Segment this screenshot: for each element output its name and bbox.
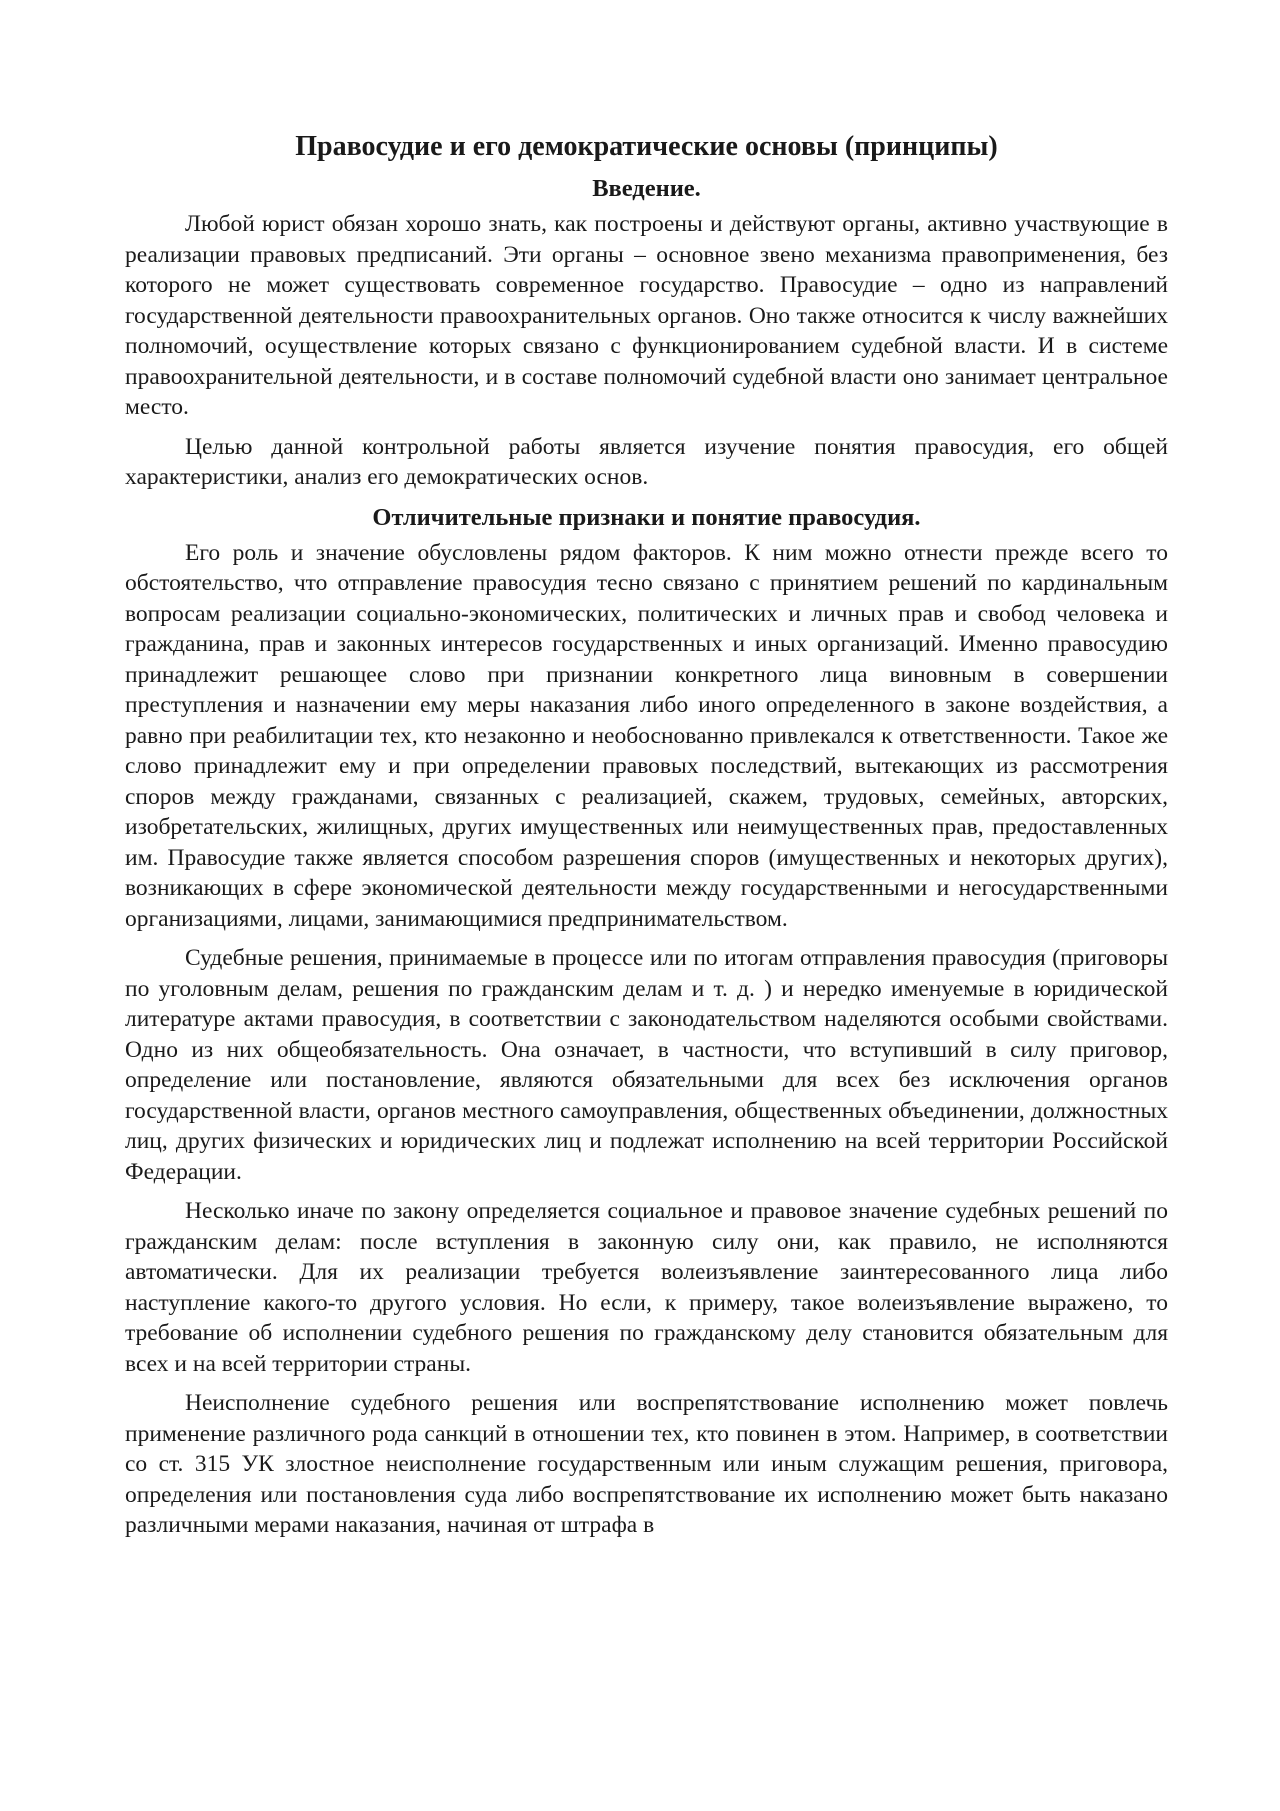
paragraph: Его роль и значение обусловлены рядом факторов. К ним можно отнести прежде всего то обстоятельство, что отправление правосудия тесно связано с принятием решений по кардинальным вопросам реализации социально-экономических, политических и личных прав и свобод человека и гражданина, прав и законных интересов государственных и иных организаций. Именно правосудию принадлежит решающее слово при признании конкретного лица виновным в совершении преступления и назначении ему меры наказания либо иного определенного в законе воздействия, а равно при реабилитации тех, кто незаконно и необоснованно привлекался к ответственности. Такое же слово принадлежит ему и при определении правовых последствий, вытекающих из рассмотрения споров между гражданами, связанных с реализацией, скажем, трудовых, семейных, авторских, изобретательских, жилищных, других имущественных или неимущественных прав, предоставленных им. Правосудие также является способом разрешения споров (имущественных и некоторых других), возникающих в сфере экономической деятельности между государственными и негосударственными организациями, лицами, занимающимися предпринимательством. xyxy=(125,539,1168,932)
document-page xyxy=(125,117,1168,1550)
paragraph: Целью данной контрольной работы является изучение понятия правосудия, его общей характеристики, анализ его демократических основ. xyxy=(125,433,1168,490)
section-distinctive-features xyxy=(125,502,1168,1541)
section-heading: Введение. xyxy=(592,175,701,202)
section-introduction xyxy=(125,173,1168,493)
paragraph: Судебные решения, принимаемые в процессе или по итогам отправления правосудия (приговоры по уголовным делам, решения по гражданским делам и т. д. ) и нередко именуемые в юридической литературе актами правосудия, в соответствии с законодательством наделяются особыми свойствами. Одно из них общеобязательность. Она означает, в частности, что вступивший в силу приговор, определение или постановление, являются обязательными для всех без исключения органов государственной власти, органов местного самоуправления, общественных объединении, должностных лиц, других физических и юридических лиц и подлежат исполнению на всей территории Российской Федерации. xyxy=(125,945,1168,1185)
section-heading: Отличительные признаки и понятие правосудия. xyxy=(372,503,921,531)
document-title: Правосудие и его демократические основы (принципы) xyxy=(295,131,998,162)
paragraph: Несколько иначе по закону определяется социальное и правовое значение судебных решений по гражданским делам: после вступления в законную силу они, как правило, не исполняются автоматически. Для их реализации требуется волеизъявление заинтересованного лица либо наступление какого-то другого условия. Но если, к примеру, такое волеизъявление выражено, то требование об исполнении судебного решения по гражданскому делу становится обязательным для всех и на всей территории страны. xyxy=(125,1198,1168,1377)
paragraph: Неисполнение судебного решения или воспрепятствование исполнению может повлечь применение различного рода санкций в отношении тех, кто повинен в этом. Например, в соответствии со ст. 315 УК злостное неисполнение государственным или иным служащим решения, приговора, определения или постановления суда либо воспрепятствование их исполнению может быть наказано различными мерами наказания, начиная от штрафа в xyxy=(125,1390,1168,1538)
paragraph: Любой юрист обязан хорошо знать, как построены и действуют органы, активно участвующие в реализации правовых предписаний. Эти органы – основное звено механизма правоприменения, без которого не может существовать современное государство. Правосудие – одно из направлений государственной деятельности правоохранительных органов. Оно также относится к числу важнейших полномочий, осуществление которых связано с функционированием судебной власти. И в системе правоохранительной деятельности, и в составе полномочий судебной власти оно занимает центральное место. xyxy=(125,211,1168,420)
